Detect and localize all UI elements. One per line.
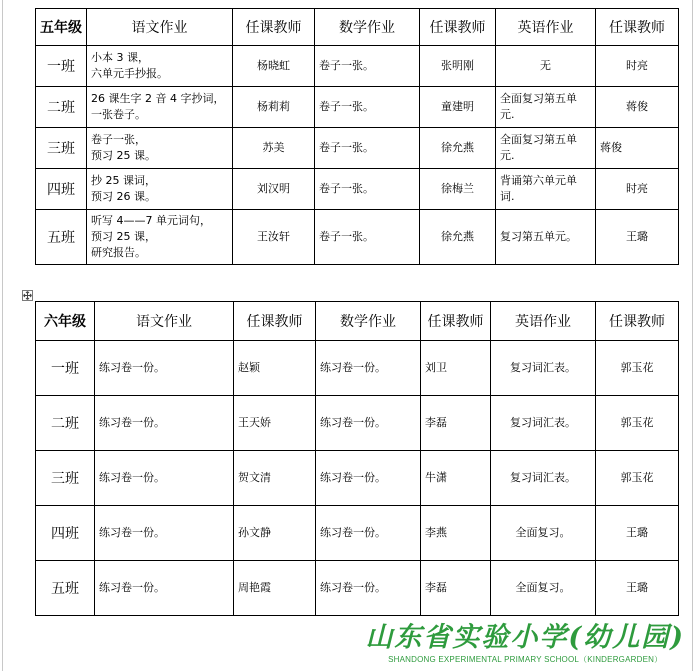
math-homework: 卷子一张。 (315, 210, 420, 265)
english-teacher: 时亮 (596, 169, 679, 210)
chinese-homework: 听写 4——7 单元词句， 预习 25 课， 研究报告。 (87, 210, 233, 265)
table-row (36, 341, 679, 396)
page-edge-left (2, 0, 3, 671)
english-teacher: 郭玉花 (596, 451, 679, 506)
chinese-teacher: 杨晓虹 (233, 46, 315, 87)
school-logo-english: SHANDONG EXPERIMENTAL PRIMARY SCHOOL（KINDERGARDEN） (388, 655, 663, 664)
school-logo-chinese: 山东省实验小学(幼儿园) (365, 622, 685, 653)
chinese-teacher: 孙文静 (234, 506, 316, 561)
chinese-homework: 练习卷一份。 (95, 506, 234, 561)
table-row (36, 506, 679, 561)
header-english-teacher: 任课教师 (596, 9, 679, 46)
math-homework: 练习卷一份。 (316, 561, 421, 616)
school-logo (365, 622, 685, 665)
chinese-teacher: 贺文清 (234, 451, 316, 506)
english-teacher: 蒋俊 (596, 128, 679, 169)
math-teacher: 徐梅兰 (420, 169, 496, 210)
grade6-label: 六年级 (36, 302, 95, 341)
math-homework: 卷子一张。 (315, 128, 420, 169)
header-math-homework: 数学作业 (315, 9, 420, 46)
math-teacher: 李磊 (421, 396, 491, 451)
math-homework: 练习卷一份。 (316, 506, 421, 561)
english-homework: 全面复习。 (491, 506, 596, 561)
chinese-homework: 练习卷一份。 (95, 341, 234, 396)
chinese-homework: 练习卷一份。 (95, 451, 234, 506)
english-homework: 全面复习。 (491, 561, 596, 616)
grade6-homework-table (35, 301, 679, 616)
class-name: 三班 (36, 451, 95, 506)
header-english-homework: 英语作业 (496, 9, 596, 46)
math-teacher: 童建明 (420, 87, 496, 128)
math-teacher: 牛潇 (421, 451, 491, 506)
english-teacher: 时亮 (596, 46, 679, 87)
english-teacher: 王璐 (596, 506, 679, 561)
math-teacher: 徐允燕 (420, 128, 496, 169)
chinese-homework: 小本 3 课， 六单元手抄报。 (87, 46, 233, 87)
math-homework: 卷子一张。 (315, 169, 420, 210)
english-homework: 复习词汇表。 (491, 451, 596, 506)
grade5-header-row (36, 9, 679, 46)
chinese-homework: 抄 25 课词， 预习 26 课。 (87, 169, 233, 210)
math-teacher: 李燕 (421, 506, 491, 561)
header-chinese-teacher: 任课教师 (234, 302, 316, 341)
grade5-label: 五年级 (36, 9, 87, 46)
table-row (36, 451, 679, 506)
class-name: 一班 (36, 46, 87, 87)
math-homework: 练习卷一份。 (316, 341, 421, 396)
chinese-teacher: 周艳霞 (234, 561, 316, 616)
english-teacher: 郭玉花 (596, 341, 679, 396)
class-name: 二班 (36, 87, 87, 128)
chinese-teacher: 刘汉明 (233, 169, 315, 210)
english-teacher: 郭玉花 (596, 396, 679, 451)
chinese-homework: 26 课生字 2 音 4 字抄词， 一张卷子。 (87, 87, 233, 128)
math-homework: 卷子一张。 (315, 46, 420, 87)
header-math-homework: 数学作业 (316, 302, 421, 341)
chinese-homework: 练习卷一份。 (95, 396, 234, 451)
english-homework: 复习第五单元。 (496, 210, 596, 265)
table-row (36, 210, 679, 265)
header-english-teacher: 任课教师 (596, 302, 679, 341)
english-homework: 背诵第六单元单 词. (496, 169, 596, 210)
class-name: 二班 (36, 396, 95, 451)
chinese-teacher: 王天娇 (234, 396, 316, 451)
class-name: 四班 (36, 169, 87, 210)
table-row (36, 561, 679, 616)
table-row (36, 46, 679, 87)
page-edge-right (692, 0, 693, 671)
table-row (36, 396, 679, 451)
english-homework: 复习词汇表。 (491, 341, 596, 396)
math-homework: 练习卷一份。 (316, 451, 421, 506)
four-arrow-move-icon[interactable] (22, 290, 33, 301)
english-teacher: 王璐 (596, 210, 679, 265)
table-row (36, 128, 679, 169)
header-math-teacher: 任课教师 (421, 302, 491, 341)
header-english-homework: 英语作业 (491, 302, 596, 341)
header-chinese-homework: 语文作业 (95, 302, 234, 341)
class-name: 三班 (36, 128, 87, 169)
grade6-header-row (36, 302, 679, 341)
english-homework: 无 (496, 46, 596, 87)
header-chinese-teacher: 任课教师 (233, 9, 315, 46)
english-teacher: 蒋俊 (596, 87, 679, 128)
chinese-homework: 练习卷一份。 (95, 561, 234, 616)
chinese-teacher: 王汝轩 (233, 210, 315, 265)
class-name: 四班 (36, 506, 95, 561)
english-homework: 全面复习第五单 元. (496, 128, 596, 169)
header-math-teacher: 任课教师 (420, 9, 496, 46)
chinese-homework: 卷子一张， 预习 25 课。 (87, 128, 233, 169)
math-teacher: 张明刚 (420, 46, 496, 87)
class-name: 一班 (36, 341, 95, 396)
math-teacher: 李磊 (421, 561, 491, 616)
chinese-teacher: 杨莉莉 (233, 87, 315, 128)
table-row (36, 169, 679, 210)
math-teacher: 徐允燕 (420, 210, 496, 265)
math-homework: 卷子一张。 (315, 87, 420, 128)
class-name: 五班 (36, 210, 87, 265)
math-teacher: 刘卫 (421, 341, 491, 396)
chinese-teacher: 苏美 (233, 128, 315, 169)
table-row (36, 87, 679, 128)
class-name: 五班 (36, 561, 95, 616)
grade5-homework-table (35, 8, 679, 265)
english-homework: 复习词汇表。 (491, 396, 596, 451)
header-chinese-homework: 语文作业 (87, 9, 233, 46)
math-homework: 练习卷一份。 (316, 396, 421, 451)
english-teacher: 王璐 (596, 561, 679, 616)
chinese-teacher: 赵颖 (234, 341, 316, 396)
english-homework: 全面复习第五单 元. (496, 87, 596, 128)
